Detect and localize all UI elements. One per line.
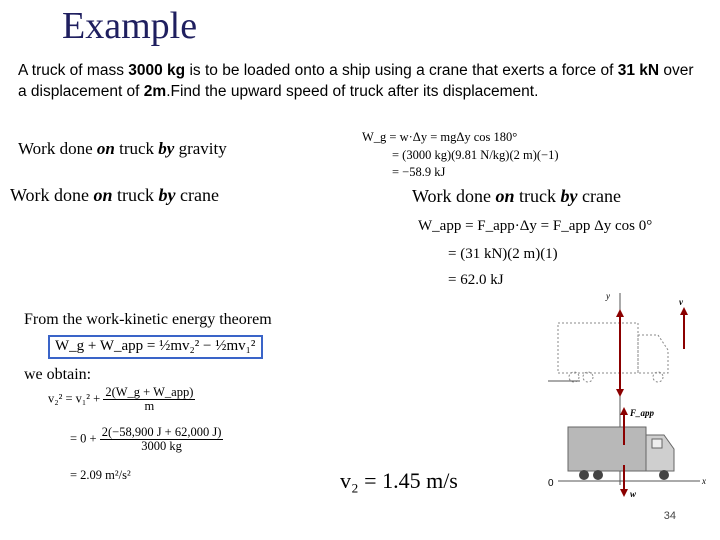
force-label: F_app [630, 408, 655, 418]
problem-text: over a displacement of [18, 62, 694, 100]
weight-label: w [630, 489, 637, 499]
truck-diagram [540, 285, 710, 505]
crane-heading-left: Work done on truck by crane [10, 185, 219, 205]
mass-value: 3000 kg [128, 62, 186, 79]
theorem-boxed-equation: W_g + W_app = ½mv₂² − ½mv₁² [48, 335, 263, 359]
gravity-eq-line2: = (3000 kg)(9.81 N/kg)(2 m)(−1) [392, 148, 559, 162]
page-number: 34 [663, 510, 676, 522]
crane-eq-line1: W_app = F_app·Δy = F_app Δy cos 0° [418, 218, 653, 234]
solid-truck [568, 427, 674, 480]
displacement-value: 2m [143, 83, 167, 100]
theorem-line3: = 2.09 m²/s² [70, 468, 131, 482]
gravity-heading: Work done on truck by gravity [18, 139, 227, 158]
crane-eq-line2: = (31 kN)(2 m)(1) [448, 246, 558, 262]
gravity-eq-line1: W_g = w·Δy = mgΔy cos 180° [362, 130, 518, 144]
crane-eq-line3: = 62.0 kJ [448, 272, 504, 288]
gravity-eq-line3: = −58.9 kJ [392, 165, 446, 179]
theorem-line2: = 0 + $\frac{2(-58,900 J + 62,000 J)}{3000 kg}$ [70, 425, 222, 453]
final-answer: v₂ = 1.45 m/s [340, 468, 458, 493]
y-axis-label: y [606, 291, 610, 301]
problem-text: is to be loaded onto a ship using a crane that exerts a force of [185, 62, 618, 79]
force-value: 31 kN [617, 62, 660, 79]
velocity-label: v [679, 297, 683, 307]
problem-text: .Find the upward speed of truck after its displacement. [166, 83, 539, 100]
theorem-heading: From the work-kinetic energy theorem [24, 311, 272, 328]
theorem-line1: v₂² = v₁² + $\frac{\text{2(W\_g + W\_app)}}{m}$ [48, 385, 194, 413]
origin-label: 0 [548, 478, 554, 489]
slide-title: Example [62, 5, 198, 47]
problem-text: A truck of mass [18, 62, 129, 79]
problem-statement [18, 60, 698, 102]
ghost-truck [558, 323, 668, 382]
we-obtain-label: we obtain: [24, 366, 92, 383]
crane-heading-right: Work done on truck by crane [412, 186, 621, 206]
x-axis-label: x [702, 476, 706, 486]
